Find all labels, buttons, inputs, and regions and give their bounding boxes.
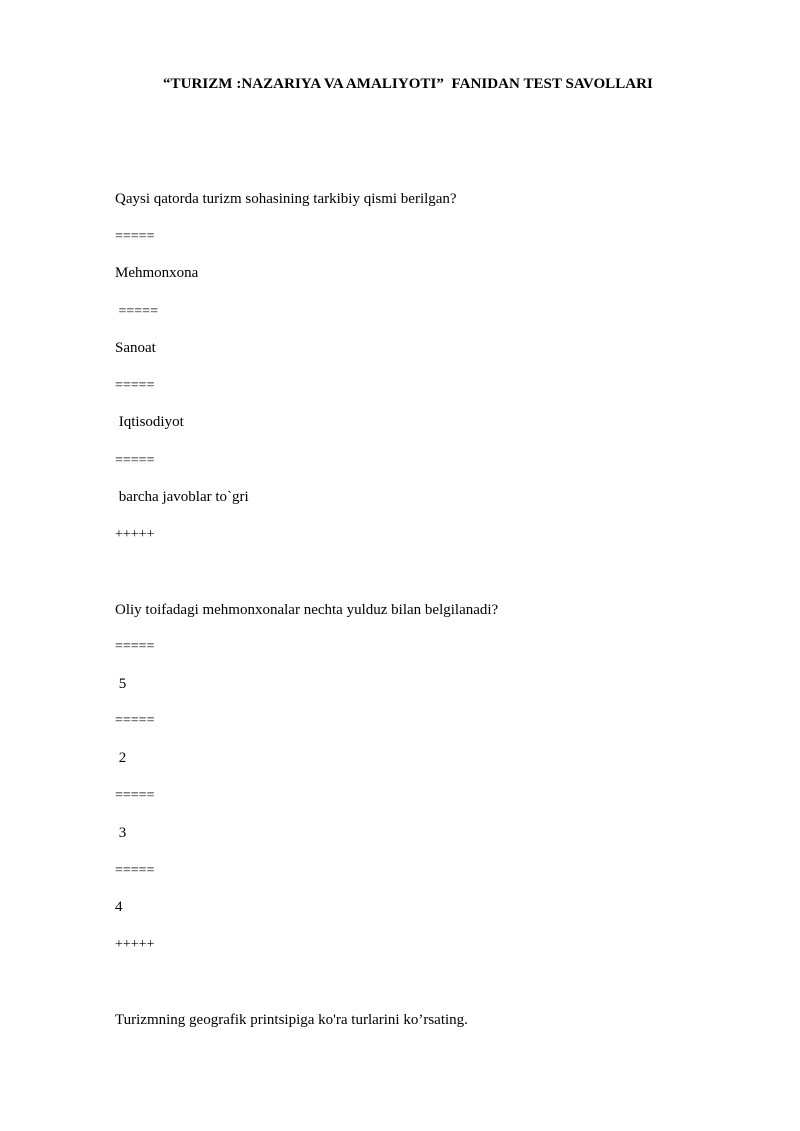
q2-answer-4: 4 [115,899,123,915]
q1-separator-3: ===== [115,378,155,393]
q2-end-marker: +++++ [115,937,155,952]
q1-answer-2: Sanoat [115,340,156,356]
q1-separator-1: ===== [115,229,155,244]
q2-separator-4: ===== [115,863,155,878]
q1-separator-4: ===== [115,453,155,468]
q2-separator-1: ===== [115,639,155,654]
document-title: “TURIZM :NAZARIYA VA AMALIYOTI” FANIDAN TEST SAVOLLARI [163,76,653,92]
q1-answer-3: Iqtisodiyot [115,414,184,430]
q2-answer-2: 2 [115,750,127,766]
q2-separator-3: ===== [115,788,155,803]
q1-answer-1: Mehmonxona [115,265,199,281]
question-1-text: Qaysi qatorda turizm sohasining tarkibiy qismi berilgan? [115,191,457,207]
q1-end-marker: +++++ [115,527,155,542]
q1-answer-4: barcha javoblar to`gri [115,489,249,505]
question-3-text: Turizmning geografik printsipiga ko'ra turlarini ko’rsating. [115,1012,468,1028]
q2-answer-3: 3 [115,825,127,841]
question-2-text: Oliy toifadagi mehmonxonalar nechta yulduz bilan belgilanadi? [115,602,499,618]
q2-separator-2: ===== [115,713,155,728]
q2-answer-1: 5 [115,676,127,692]
q1-separator-2: ===== [115,304,158,319]
